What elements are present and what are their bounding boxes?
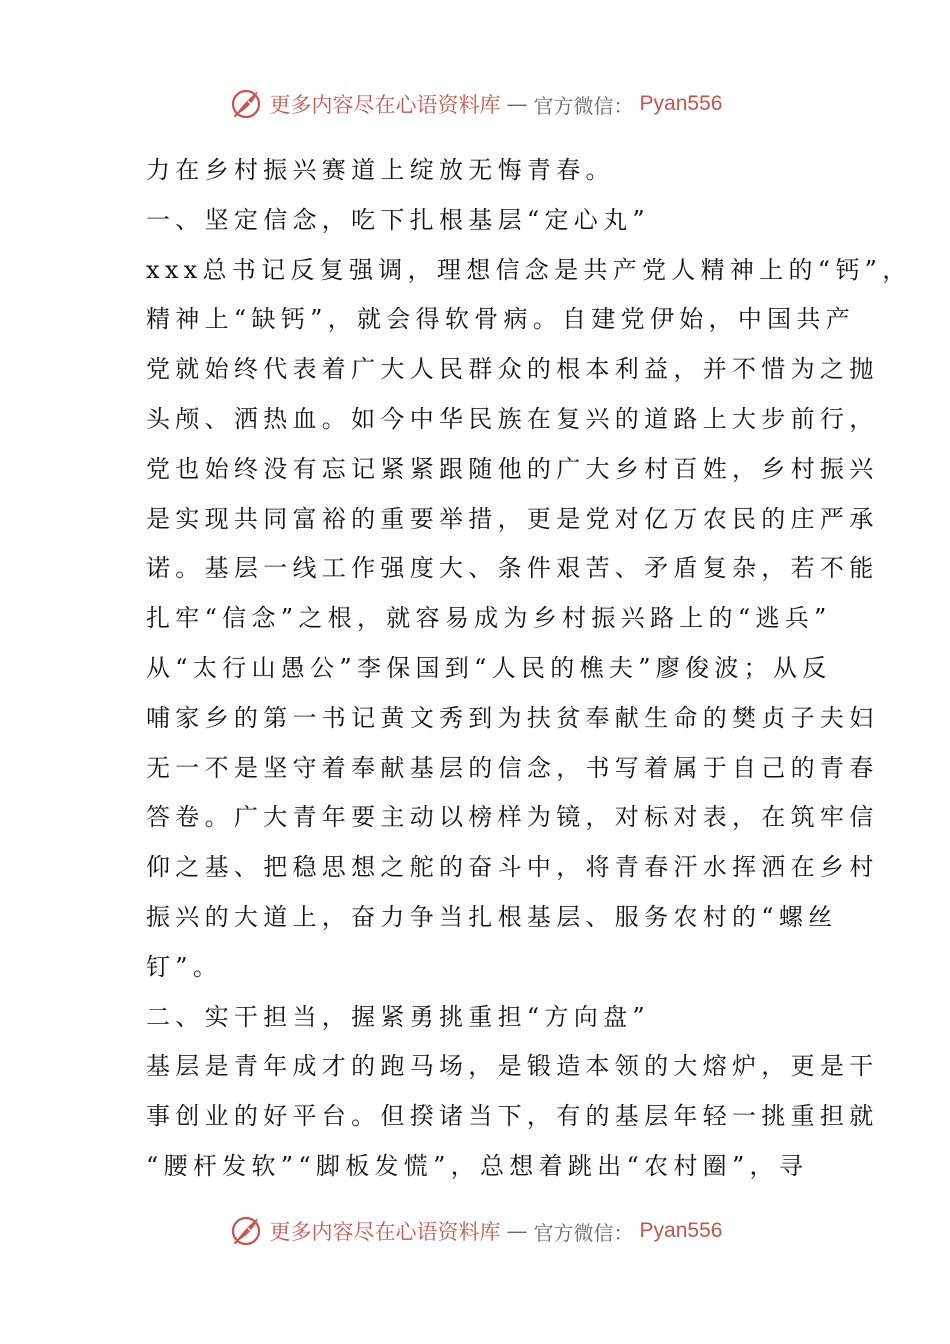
text-line: 扎牢“信念”之根，就容易成为乡村振兴路上的“逃兵”: [146, 604, 832, 633]
header-wechat-id: Pyan556: [639, 92, 723, 115]
text-line: 基层是青年成才的跑马场，是锻造本领的大熔炉，更是干: [146, 1052, 879, 1081]
header-wechat-label: 官方微信：: [533, 93, 634, 118]
text-line: 钉”。: [146, 952, 223, 981]
text-line: 振兴的大道上，奋力争当扎根基层、服务农村的“螺丝: [146, 902, 838, 931]
quill-pen-logo-icon: [228, 86, 264, 122]
text-line: 力在乡村振兴赛道上绽放无悔青春。: [146, 156, 615, 184]
text-line: 党也始终没有忘记紧紧跟随他的广大乡村百姓，乡村振兴: [146, 454, 879, 483]
text-line: 头颅、洒热血。如今中华民族在复兴的道路上大步前行，: [146, 404, 879, 433]
footer-dash: —: [506, 1219, 528, 1243]
header-brand-text: 更多内容尽在心语资料库: [269, 93, 501, 117]
text-line: 从“太行山愚公”李保国到“人民的樵夫”廖俊波；从反: [146, 653, 832, 682]
footer-wechat-label: 官方微信：: [533, 1220, 634, 1245]
quill-pen-logo-icon: [228, 1213, 264, 1249]
text-line: 仰之基、把稳思想之舵的奋斗中，将青春汗水挥洒在乡村: [146, 853, 879, 882]
text-line: 哺家乡的第一书记黄文秀到为扶贫奉献生命的樊贞子夫妇: [146, 703, 879, 732]
text-line: 是实现共同富裕的重要举措，更是党对亿万农民的庄严承: [146, 504, 879, 533]
text-line: xxx总书记反复强调，理想信念是共产党人精神上的“钙”，: [146, 255, 912, 284]
text-line: 精神上“缺钙”，就会得软骨病。自建党伊始，中国共产: [146, 305, 856, 334]
footer-wechat-id: Pyan556: [639, 1219, 723, 1242]
footer-banner: [0, 1209, 950, 1253]
text-line: “腰杆发软”“脚板发慌”，总想着跳出“农村圈”，寻: [146, 1151, 809, 1180]
text-line: 无一不是坚守着奉献基层的信念，书写着属于自己的青春: [146, 753, 879, 782]
header-banner: [0, 82, 950, 126]
footer-brand-text: 更多内容尽在心语资料库: [269, 1220, 501, 1244]
section-heading-1: 一、坚定信念，吃下扎根基层“定心丸”: [146, 205, 650, 234]
text-line: 诺。基层一线工作强度大、条件艰苦、矛盾复杂，若不能: [146, 554, 879, 583]
text-line: 答卷。广大青年要主动以榜样为镜，对标对表，在筑牢信: [146, 803, 879, 832]
text-line: 事创业的好平台。但揆诸当下，有的基层年轻一挑重担就: [146, 1102, 879, 1131]
text-line: 党就始终代表着广大人民群众的根本利益，并不惜为之抛: [146, 355, 879, 384]
document-body: [146, 146, 912, 1192]
section-heading-2: 二、实干担当，握紧勇挑重担“方向盘”: [146, 1002, 650, 1031]
header-dash: —: [506, 92, 528, 116]
